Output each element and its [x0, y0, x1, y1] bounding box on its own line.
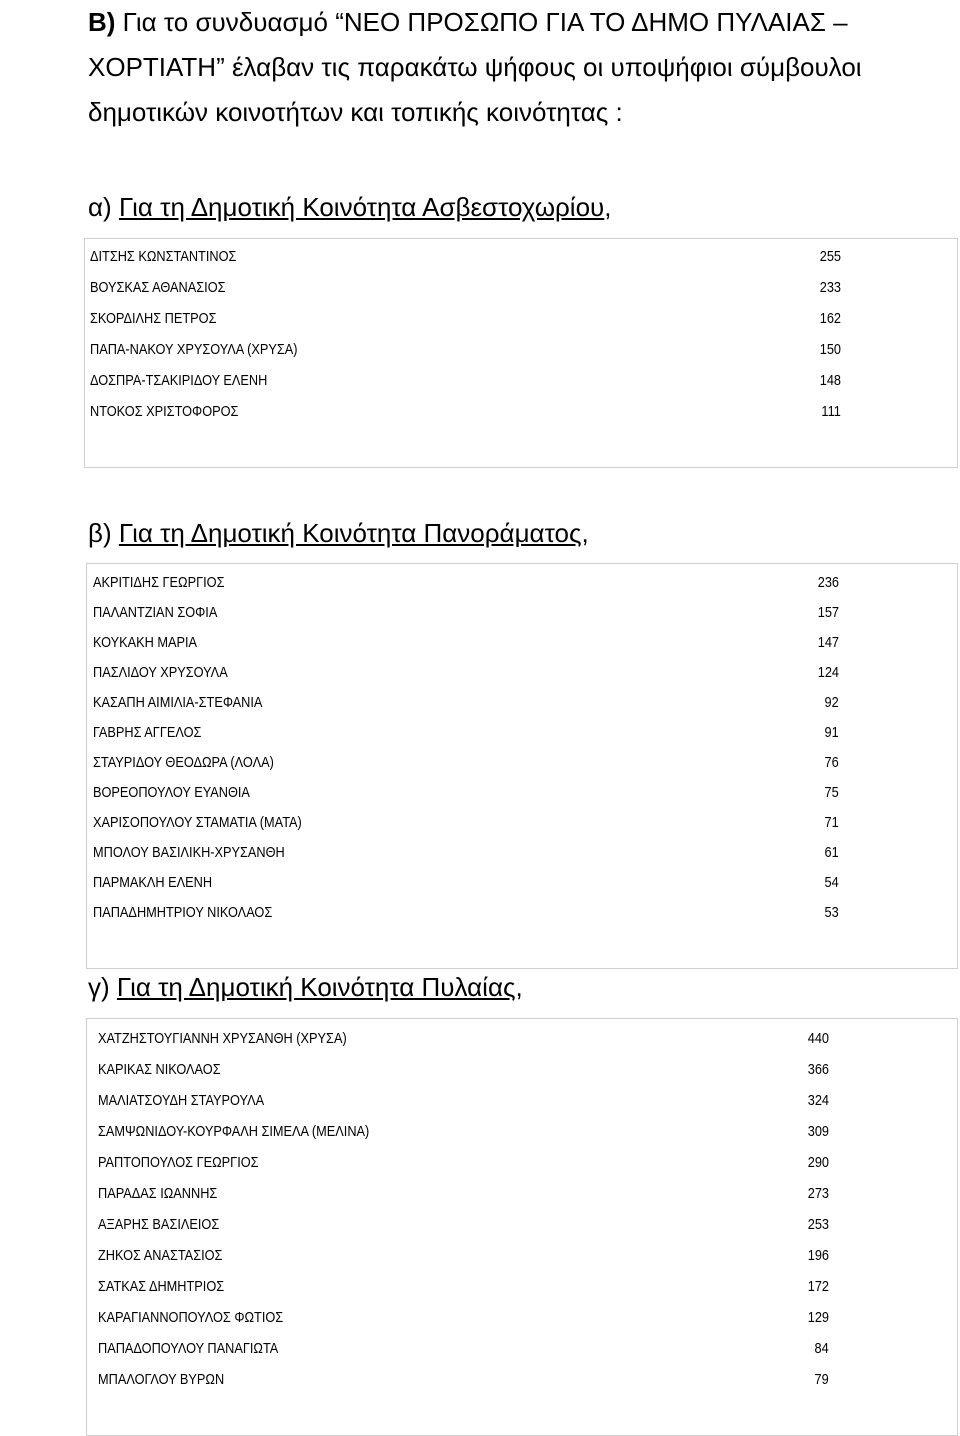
candidates-table-pylaia: [86, 1018, 958, 1436]
table-row: [87, 1117, 957, 1147]
candidate-name: ΔΟΣΠΡΑ-ΤΣΑΚΙΡΙΔΟΥ ΕΛΕΝΗ: [90, 372, 268, 389]
candidate-name: ΠΑΣΛΙΔΟΥ ΧΡΥΣΟΥΛΑ: [93, 664, 228, 681]
candidate-votes: 324: [807, 1092, 829, 1109]
candidate-votes: 76: [824, 754, 839, 771]
table-row: [87, 1303, 957, 1333]
candidate-name: ΑΚΡΙΤΙΔΗΣ ΓΕΩΡΓΙΟΣ: [93, 574, 225, 591]
candidate-name: ΖΗΚΟΣ ΑΝΑΣΤΑΣΙΟΣ: [98, 1247, 223, 1264]
candidate-votes: 111: [821, 403, 841, 420]
table-row: [85, 335, 957, 365]
candidate-votes: 54: [824, 874, 839, 891]
table-row: [87, 1024, 957, 1054]
section-prefix: β): [88, 518, 112, 548]
table-row: [85, 304, 957, 334]
table-row: [87, 1334, 957, 1364]
section-suffix: ,: [604, 192, 612, 222]
candidate-votes: 233: [819, 279, 841, 296]
candidate-votes: 309: [807, 1123, 829, 1140]
candidate-name: ΜΠΑΛΟΓΛΟΥ ΒΥΡΩΝ: [98, 1371, 225, 1388]
table-row: [87, 838, 957, 868]
candidate-votes: 84: [814, 1340, 829, 1357]
section-heading-pylaia: [88, 970, 523, 1004]
table-row: [87, 1365, 957, 1395]
candidate-votes: 196: [807, 1247, 829, 1264]
section-title: Για τη Δημοτική Κοινότητα Ασβεστοχωρίου: [118, 192, 605, 222]
table-row: [87, 778, 957, 808]
table-row: [85, 366, 957, 396]
candidate-name: ΚΑΣΑΠΗ ΑΙΜΙΛΙΑ-ΣΤΕΦΑΝΙΑ: [93, 694, 263, 711]
section-prefix: γ): [88, 972, 110, 1002]
table-row: [87, 1241, 957, 1271]
candidate-name: ΧΑΤΖΗΣΤΟΥΓΙΑΝΝΗ ΧΡΥΣΑΝΘΗ (ΧΡΥΣΑ): [98, 1030, 347, 1047]
candidate-name: ΠΑΡΑΔΑΣ ΙΩΑΝΝΗΣ: [98, 1185, 218, 1202]
candidate-name: ΣΑΤΚΑΣ ΔΗΜΗΤΡΙΟΣ: [98, 1278, 225, 1295]
candidate-name: ΠΑΡΜΑΚΛΗ ΕΛΕΝΗ: [93, 874, 213, 891]
candidate-name: ΠΑΠΑ-ΝΑΚΟΥ ΧΡΥΣΟΥΛΑ (ΧΡΥΣΑ): [90, 341, 298, 358]
candidate-votes: 92: [824, 694, 839, 711]
candidate-votes: 150: [819, 341, 841, 358]
table-row: [85, 397, 957, 427]
candidate-name: ΣΚΟΡΔΙΛΗΣ ΠΕΤΡΟΣ: [90, 310, 217, 327]
candidate-votes: 129: [807, 1309, 829, 1326]
candidate-name: ΣΑΜΨΩΝΙΔΟΥ-ΚΟΥΡΦΑΛΗ ΣΙΜΕΛΑ (ΜΕΛΙΝΑ): [98, 1123, 370, 1140]
table-row: [87, 1148, 957, 1178]
candidate-votes: 366: [807, 1061, 829, 1078]
candidate-name: ΝΤΟΚΟΣ ΧΡΙΣΤΟΦΟΡΟΣ: [90, 403, 239, 420]
candidate-name: ΚΑΡΙΚΑΣ ΝΙΚΟΛΑΟΣ: [98, 1061, 221, 1078]
candidate-votes: 75: [824, 784, 839, 801]
candidate-votes: 124: [817, 664, 839, 681]
candidate-votes: 91: [824, 724, 839, 741]
table-row: [87, 1055, 957, 1085]
candidate-name: ΠΑΛΑΝΤΖΙΑΝ ΣΟΦΙΑ: [93, 604, 218, 621]
candidate-name: ΔΙΤΣΗΣ ΚΩΝΣΤΑΝΤΙΝΟΣ: [90, 248, 237, 265]
candidate-votes: 253: [807, 1216, 829, 1233]
candidates-table-panorama: [86, 563, 958, 969]
table-row: [87, 1179, 957, 1209]
candidate-votes: 53: [824, 904, 839, 921]
candidates-table-asvestochori: [84, 238, 958, 468]
table-row: [87, 748, 957, 778]
table-row: [87, 658, 957, 688]
section-heading-panorama: [88, 516, 589, 550]
candidate-name: ΚΟΥΚΑΚΗ ΜΑΡΙΑ: [93, 634, 198, 651]
candidate-votes: 147: [817, 634, 839, 651]
intro-text: Για το συνδυασμό “ΝΕΟ ΠΡΟΣΩΠΟ ΓΙΑ ΤΟ ΔΗΜΟ ΠΥΛΑΙΑΣ – ΧΟΡΤΙΑΤΗ” έλαβαν τις παρακάτω ψήφους οι υποψήφιοι σύμβουλοι δημοτικών κοινοτήτων και τοπικής κοινότητας :: [88, 7, 862, 127]
candidate-name: ΜΠΟΛΟΥ ΒΑΣΙΛΙΚΗ-ΧΡΥΣΑΝΘΗ: [93, 844, 285, 861]
candidate-votes: 79: [814, 1371, 829, 1388]
candidate-votes: 290: [807, 1154, 829, 1171]
candidate-votes: 61: [824, 844, 839, 861]
table-row: [87, 868, 957, 898]
candidate-votes: 236: [817, 574, 839, 591]
section-heading-asvestochori: [88, 190, 612, 224]
section-title: Για τη Δημοτική Κοινότητα Πυλαίας: [116, 972, 516, 1002]
candidate-votes: 162: [819, 310, 841, 327]
candidate-name: ΓΑΒΡΗΣ ΑΓΓΕΛΟΣ: [93, 724, 202, 741]
section-suffix: ,: [581, 518, 589, 548]
section-title: Για τη Δημοτική Κοινότητα Πανοράματος: [118, 518, 582, 548]
candidate-votes: 273: [807, 1185, 829, 1202]
candidate-name: ΒΟΥΣΚΑΣ ΑΘΑΝΑΣΙΟΣ: [90, 279, 226, 296]
table-row: [87, 1272, 957, 1302]
table-row: [87, 898, 957, 928]
intro-paragraph: [88, 0, 948, 135]
candidate-name: ΠΑΠΑΔΗΜΗΤΡΙΟΥ ΝΙΚΟΛΑΟΣ: [93, 904, 273, 921]
candidate-name: ΧΑΡΙΣΟΠΟΥΛΟΥ ΣΤΑΜΑΤΙΑ (ΜΑΤΑ): [93, 814, 302, 831]
table-row: [87, 598, 957, 628]
table-row: [85, 242, 957, 272]
table-row: [85, 273, 957, 303]
candidate-votes: 71: [824, 814, 839, 831]
candidate-name: ΚΑΡΑΓΙΑΝΝΟΠΟΥΛΟΣ ΦΩΤΙΟΣ: [98, 1309, 284, 1326]
candidate-votes: 440: [807, 1030, 829, 1047]
candidate-votes: 157: [817, 604, 839, 621]
section-suffix: ,: [515, 972, 523, 1002]
table-row: [87, 718, 957, 748]
table-row: [87, 628, 957, 658]
intro-label: Β): [88, 7, 116, 37]
candidate-name: ΠΑΠΑΔΟΠΟΥΛΟΥ ΠΑΝΑΓΙΩΤΑ: [98, 1340, 279, 1357]
candidate-name: ΣΤΑΥΡΙΔΟΥ ΘΕΟΔΩΡΑ (ΛΟΛΑ): [93, 754, 274, 771]
candidate-name: ΑΞΑΡΗΣ ΒΑΣΙΛΕΙΟΣ: [98, 1216, 220, 1233]
table-row: [87, 1086, 957, 1116]
candidate-name: ΒΟΡΕΟΠΟΥΛΟΥ ΕΥΑΝΘΙΑ: [93, 784, 250, 801]
candidate-votes: 172: [807, 1278, 829, 1295]
candidate-votes: 148: [819, 372, 841, 389]
table-row: [87, 568, 957, 598]
candidate-name: ΜΑΛΙΑΤΣΟΥΔΗ ΣΤΑΥΡΟΥΛΑ: [98, 1092, 265, 1109]
table-row: [87, 1210, 957, 1240]
candidate-votes: 255: [819, 248, 841, 265]
table-row: [87, 688, 957, 718]
section-prefix: α): [88, 192, 112, 222]
candidate-name: ΡΑΠΤΟΠΟΥΛΟΣ ΓΕΩΡΓΙΟΣ: [98, 1154, 259, 1171]
table-row: [87, 808, 957, 838]
